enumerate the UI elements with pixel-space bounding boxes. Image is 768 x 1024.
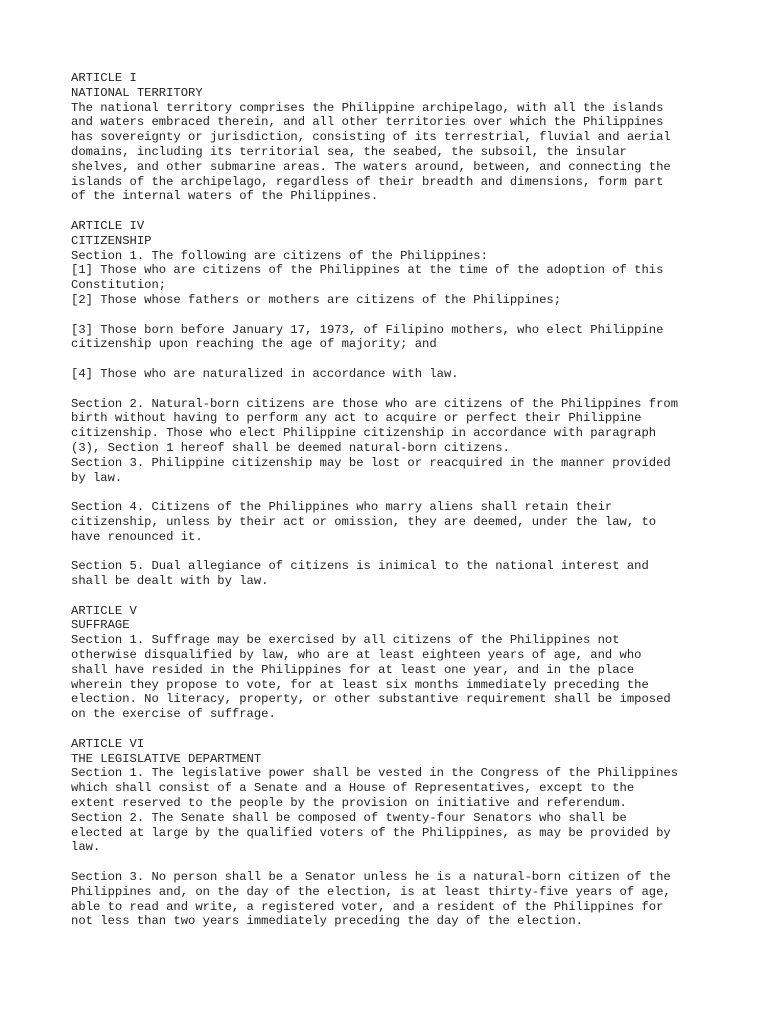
- text-line: ARTICLE I: [71, 71, 137, 85]
- text-line: otherwise disqualified by law, who are at least eighteen years of age, and who: [71, 648, 642, 663]
- text-line: and waters embraced therein, and all other territories over which the Philippines: [71, 115, 664, 130]
- text-line: extent reserved to the people by the provision on initiative and referendum.: [71, 796, 627, 811]
- paragraph: [71, 559, 711, 589]
- document-body: [71, 71, 711, 929]
- text-line: citizenship. Those who elect Philippine citizenship in accordance with paragraph: [71, 426, 657, 441]
- text-line: shall have resided in the Philippines for at least one year, and in the place: [71, 662, 635, 677]
- text-line: of the internal waters of the Philippines.: [71, 189, 379, 204]
- paragraph: [71, 870, 711, 929]
- text-line: able to read and write, a registered voter, and a resident of the Philippines for: [71, 899, 664, 914]
- text-line: THE LEGISLATIVE DEPARTMENT: [71, 751, 262, 766]
- text-line: law.: [71, 840, 101, 855]
- text-line: ARTICLE IV: [71, 218, 145, 233]
- text-line: [4] Those who are naturalized in accordance with law.: [71, 366, 459, 381]
- text-line: domains, including its territorial sea, the seabed, the subsoil, the insular: [71, 144, 627, 159]
- text-line: elected at large by the qualified voters of the Philippines, as may be provided by: [71, 825, 671, 840]
- text-line: which shall consist of a Senate and a House of Representatives, except to the: [71, 781, 635, 796]
- text-line: has sovereignty or jurisdiction, consisting of its terrestrial, fluvial and aerial: [71, 130, 671, 145]
- text-line: citizenship, unless by their act or omission, they are deemed, under the law, to: [71, 514, 657, 529]
- text-line: ARTICLE V: [71, 603, 137, 618]
- text-line: shall be dealt with by law.: [71, 574, 269, 589]
- paragraph: [71, 397, 711, 486]
- text-line: [2] Those whose fathers or mothers are citizens of the Philippines;: [71, 292, 562, 307]
- paragraph: [71, 71, 711, 204]
- paragraph: [71, 737, 711, 855]
- text-line: Philippines and, on the day of the election, is at least thirty-five years of age,: [71, 884, 671, 899]
- paragraph-gap: [71, 545, 711, 560]
- text-line: shelves, and other submarine areas. The waters around, between, and connecting the: [71, 159, 671, 174]
- text-line: SUFFRAGE: [71, 618, 130, 633]
- text-line: Section 1. The legislative power shall be vested in the Congress of the Philippines: [71, 766, 679, 781]
- text-line: Constitution;: [71, 278, 167, 293]
- paragraph: [71, 219, 711, 308]
- text-line: islands of the archipelago, regardless of their breadth and dimensions, form part: [71, 174, 664, 189]
- text-line: Section 3. No person shall be a Senator unless he is a natural-born citizen of the: [71, 870, 671, 885]
- text-line: CITIZENSHIP: [71, 233, 152, 248]
- paragraph-gap: [71, 485, 711, 500]
- paragraph-gap: [71, 352, 711, 367]
- text-line: not less than two years immediately preceding the day of the election.: [71, 914, 583, 929]
- paragraph-gap: [71, 204, 711, 219]
- text-line: wherein they propose to vote, for at least six months immediately preceding the: [71, 677, 649, 692]
- text-line: on the exercise of suffrage.: [71, 707, 276, 722]
- text-line: election. No literacy, property, or other substantive requirement shall be imposed: [71, 692, 671, 707]
- text-line: ARTICLE VI: [71, 736, 145, 751]
- text-line: The national territory comprises the Philippine archipelago, with all the islands: [71, 100, 664, 115]
- text-line: [1] Those who are citizens of the Philippines at the time of the adoption of this: [71, 263, 664, 278]
- text-line: Section 2. Natural-born citizens are those who are citizens of the Philippines from: [71, 396, 679, 411]
- paragraph-gap: [71, 722, 711, 737]
- text-line: have renounced it.: [71, 529, 203, 544]
- text-line: NATIONAL TERRITORY: [71, 85, 203, 100]
- text-line: Section 3. Philippine citizenship may be lost or reacquired in the manner provided: [71, 455, 671, 470]
- text-line: by law.: [71, 470, 123, 485]
- paragraph-gap: [71, 855, 711, 870]
- text-line: Section 4. Citizens of the Philippines who marry aliens shall retain their: [71, 500, 613, 515]
- text-line: Section 1. The following are citizens of the Philippines:: [71, 248, 488, 263]
- text-line: (3), Section 1 hereof shall be deemed natural-born citizens.: [71, 440, 510, 455]
- paragraph: [71, 323, 711, 353]
- paragraph-gap: [71, 308, 711, 323]
- paragraph: [71, 500, 711, 544]
- paragraph-gap: [71, 382, 711, 397]
- text-line: Section 5. Dual allegiance of citizens is inimical to the national interest and: [71, 559, 649, 574]
- text-line: citizenship upon reaching the age of majority; and: [71, 337, 437, 352]
- text-line: birth without having to perform any act to acquire or perfect their Philippine: [71, 411, 642, 426]
- paragraph: [71, 604, 711, 722]
- text-line: [3] Those born before January 17, 1973, of Filipino mothers, who elect Philippine: [71, 322, 664, 337]
- paragraph: [71, 367, 711, 382]
- paragraph-gap: [71, 589, 711, 604]
- text-line: Section 1. Suffrage may be exercised by all citizens of the Philippines not: [71, 633, 620, 648]
- text-line: Section 2. The Senate shall be composed of twenty-four Senators who shall be: [71, 810, 627, 825]
